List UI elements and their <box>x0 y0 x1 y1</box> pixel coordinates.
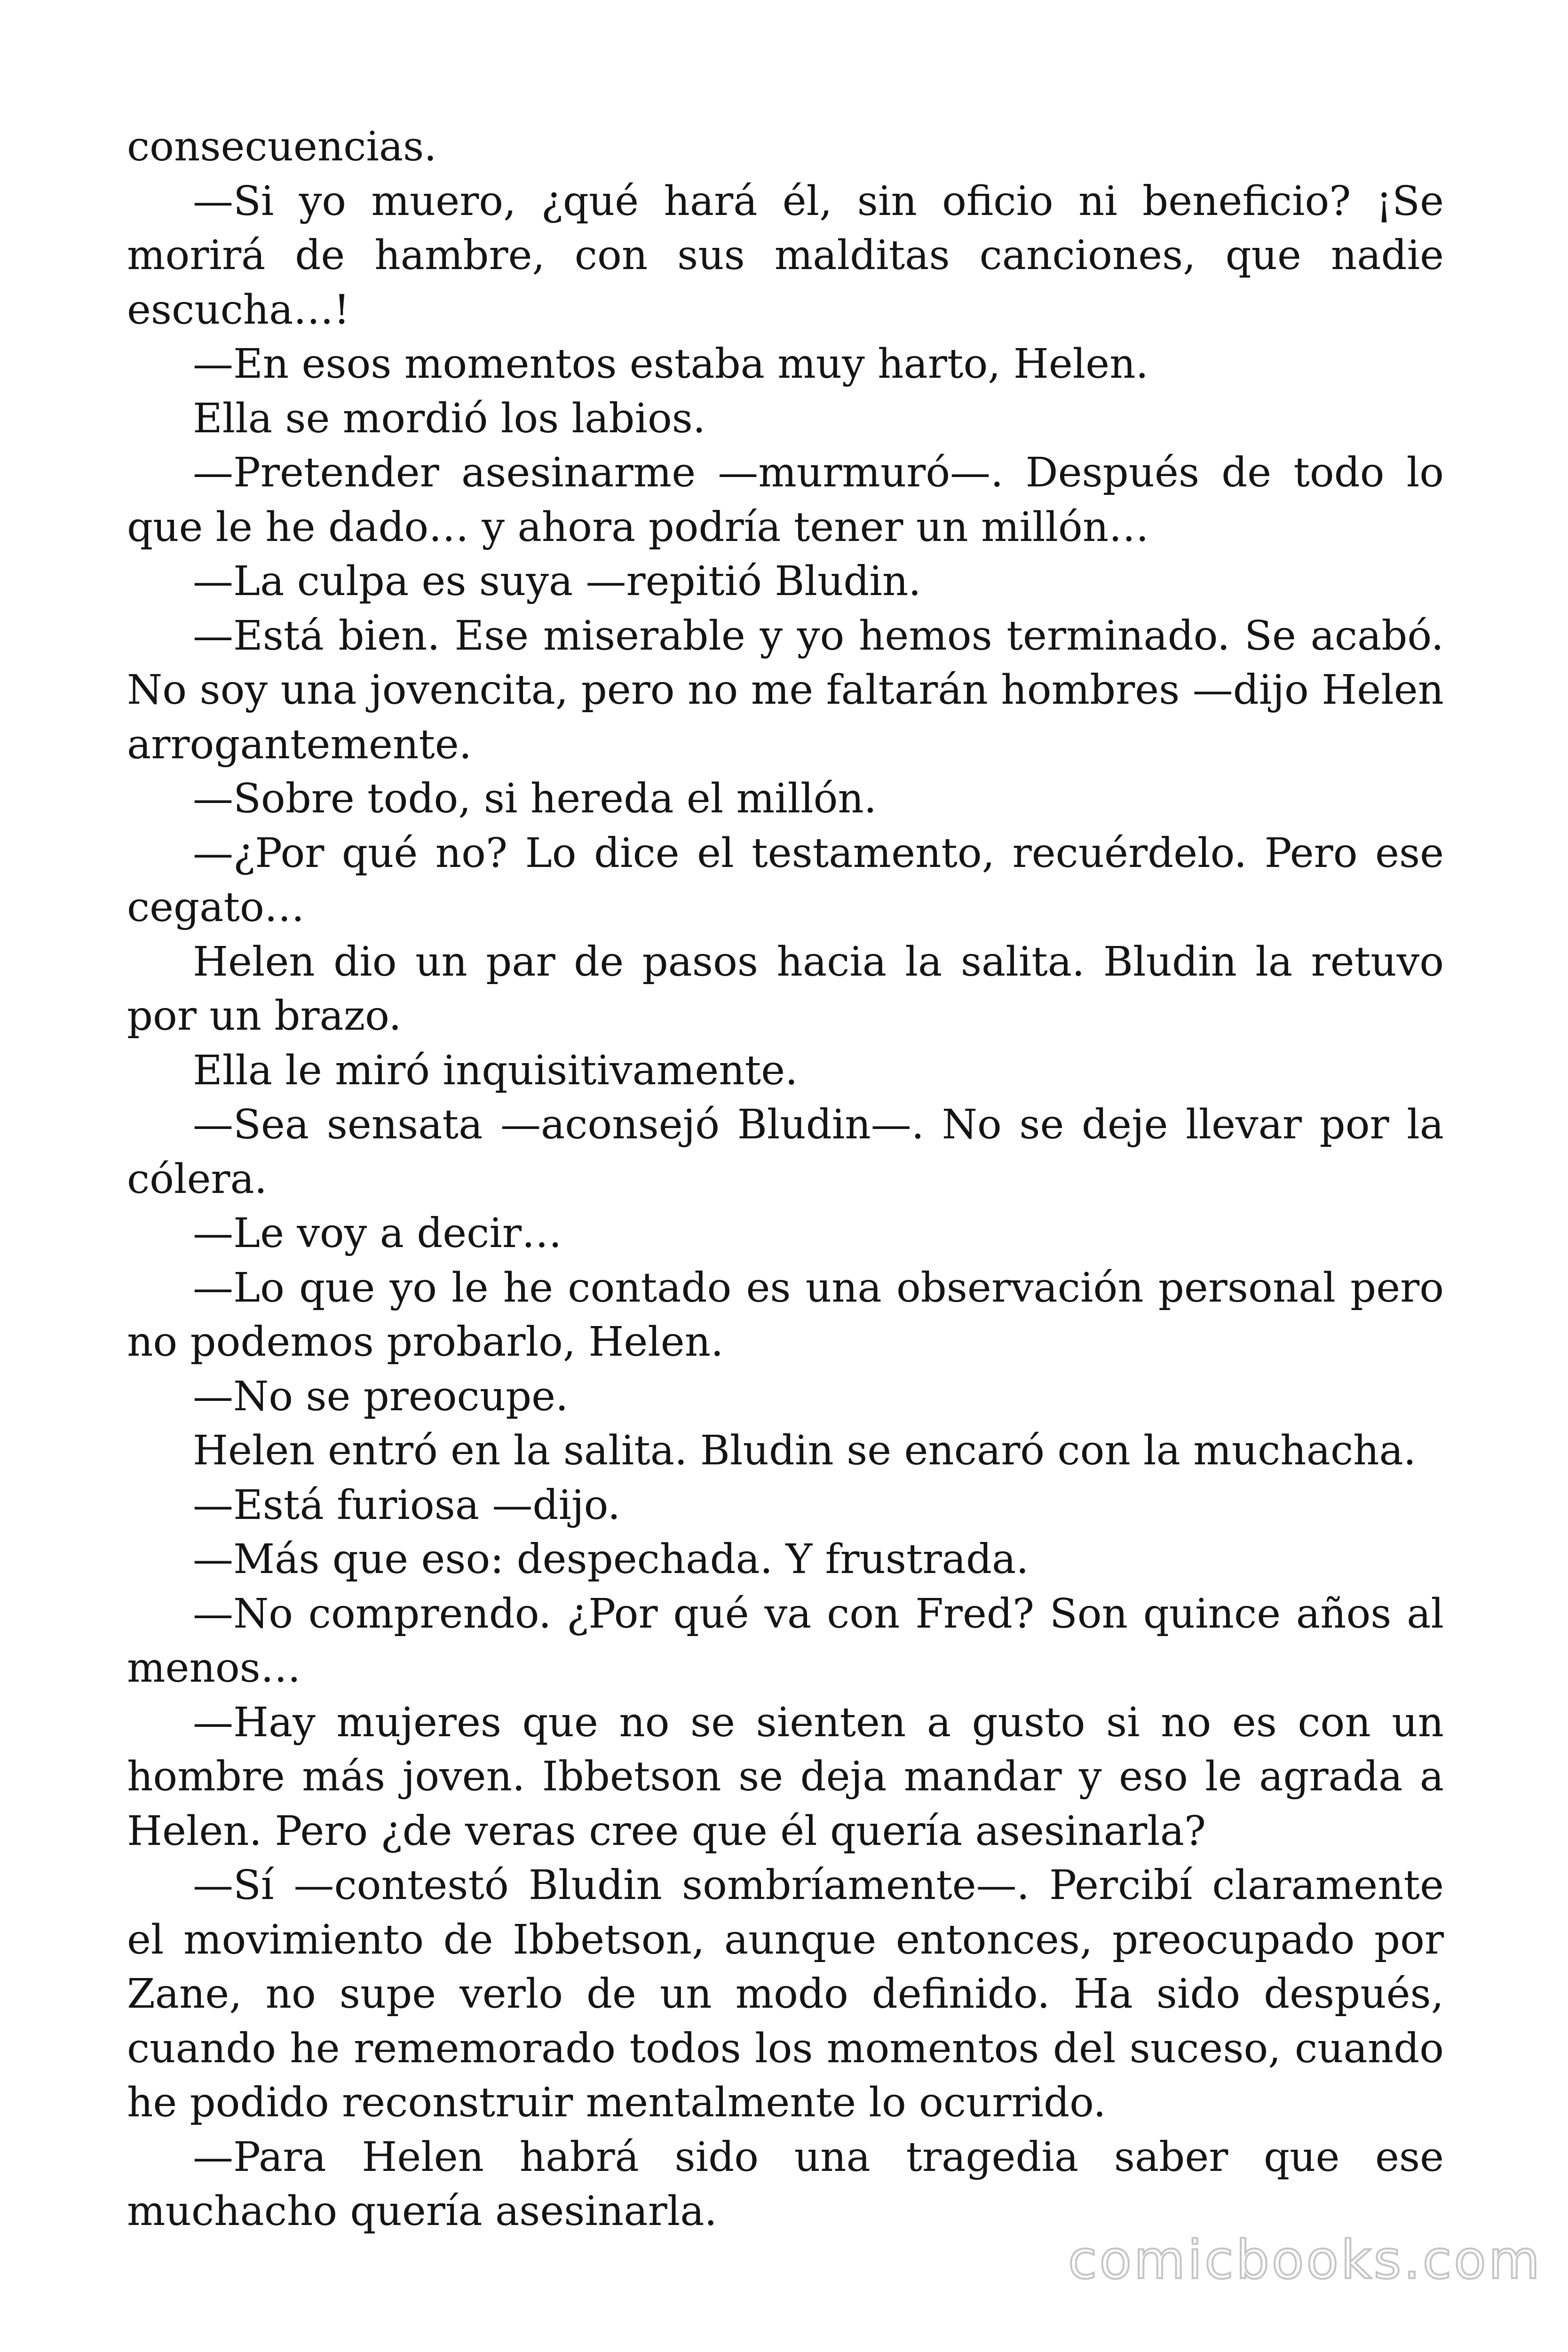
paragraph: —Más que eso: despechada. Y frustrada. <box>193 1536 1029 1583</box>
paragraph: Ella le miró inquisitivamente. <box>193 1047 798 1094</box>
watermark: comicbooks.com <box>1068 2230 1542 2291</box>
paragraph: —Sí —contestó Bludin sombríamente—. Percibí claramente el movimiento de Ibbetson, aunque entonces, preocupado por Zane, no supe verlo de un modo definido. Ha sido después, cuando he rememorado todos los momentos del suceso, cuando he podido reconstruir mentalmente lo ocurrido. <box>127 1862 1444 2126</box>
paragraph-continuation: consecuencias. <box>127 123 437 170</box>
paragraph: —Pretender asesinarme —murmuró—. Después de todo lo que le he dado… y ahora podría tener un millón… <box>127 449 1444 551</box>
page-body <box>127 120 1444 2239</box>
paragraph: Ella se mordió los labios. <box>193 395 706 442</box>
paragraph: Helen dio un par de pasos hacia la salita. Bludin la retuvo por un brazo. <box>127 938 1444 1040</box>
paragraph: —No se preocupe. <box>193 1373 569 1420</box>
paragraph: —La culpa es suya —repitió Bludin. <box>193 558 921 605</box>
paragraph: —¿Por qué no? Lo dice el testamento, recuérdelo. Pero ese cegato… <box>127 829 1444 931</box>
paragraph: —En esos momentos estaba muy harto, Helen. <box>193 341 1148 388</box>
paragraph: —Está bien. Ese miserable y yo hemos terminado. Se acabó. No soy una jovencita, pero no me faltarán hombres —dijo Helen arrogantemente. <box>127 612 1444 768</box>
paragraph: —Le voy a decir… <box>193 1210 562 1257</box>
paragraph: —Sobre todo, si hereda el millón. <box>193 775 877 822</box>
paragraph: —Está furiosa —dijo. <box>193 1481 621 1529</box>
paragraph: —Hay mujeres que no se sienten a gusto si no es con un hombre más joven. Ibbetson se deja mandar y eso le agrada a Helen. Pero ¿de veras cree que él quería asesinarla? <box>127 1699 1444 1855</box>
paragraph: —No comprendo. ¿Por qué va con Fred? Son quince años al menos… <box>127 1590 1444 1692</box>
paragraph: Helen entró en la salita. Bludin se encaró con la muchacha. <box>193 1427 1417 1474</box>
paragraph: —Para Helen habrá sido una tragedia saber que ese muchacho quería asesinarla. <box>127 2133 1444 2235</box>
paragraph: —Si yo muero, ¿qué hará él, sin oficio ni beneficio? ¡Se morirá de hambre, con sus malditas canciones, que nadie escucha…! <box>127 177 1444 334</box>
paragraph: —Lo que yo le he contado es una observación personal pero no podemos probarlo, Helen. <box>127 1264 1444 1366</box>
paragraph: —Sea sensata —aconsejó Bludin—. No se deje llevar por la cólera. <box>127 1101 1444 1203</box>
